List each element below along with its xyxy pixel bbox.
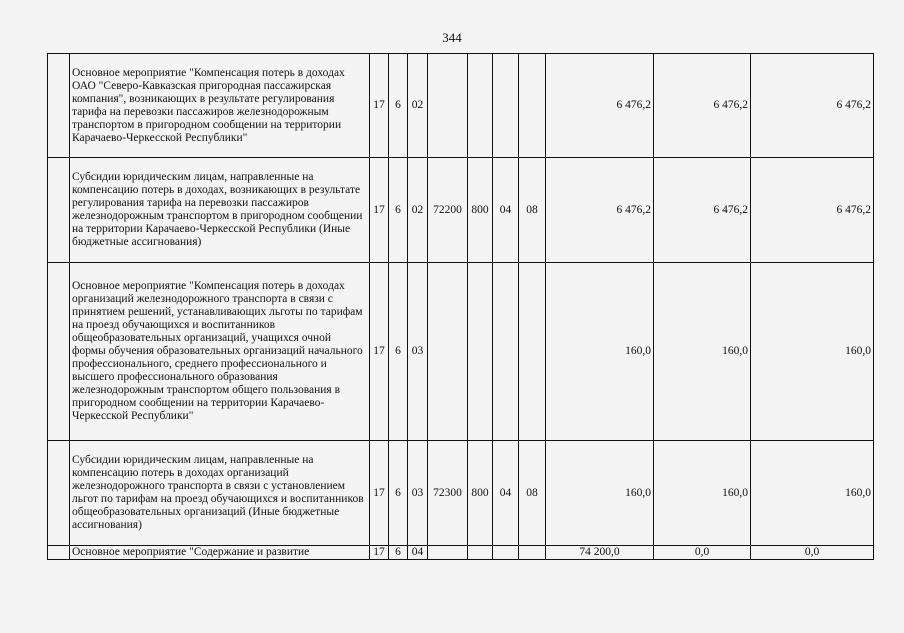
event-code-cell: 04 — [408, 546, 428, 560]
leading-cell — [48, 158, 70, 263]
section-cell: 04 — [493, 158, 519, 263]
table-row — [48, 158, 874, 263]
leading-cell — [48, 441, 70, 546]
table-row — [48, 546, 874, 560]
amount-year3-cell: 0,0 — [751, 546, 874, 560]
section-cell — [493, 263, 519, 441]
page-number: 344 — [442, 30, 462, 45]
section-cell: 04 — [493, 441, 519, 546]
subsection-cell: 08 — [519, 158, 546, 263]
description-cell: Субсидии юридическим лицам, направленные на компенсацию потерь в доходах, возникающих в результате регулирования тарифа на перевозки пассажиров железнодорожным транспортом в пригородном сообщении на территории Карачаево-Черкесской Республики (Иные бюджетные ассигнования) — [70, 158, 370, 263]
amount-year1-cell: 6 476,2 — [546, 158, 654, 263]
description-cell: Основное мероприятие "Компенсация потерь в доходах ОАО "Северо-Кавказская пригородная пассажирская компания", возникающих в результате регулирования тарифа на перевозки пассажиров железнодорожным транспортом в пригородном сообщении на территории Карачаево-Черкесской Республики" — [70, 54, 370, 158]
direction-code-cell — [428, 546, 468, 560]
event-code-cell: 02 — [408, 54, 428, 158]
subprogram-code-cell: 6 — [389, 263, 408, 441]
expense-type-cell — [468, 263, 493, 441]
description-cell: Субсидии юридическим лицам, направленные на компенсацию потерь в доходах организаций железнодорожного транспорта в связи с установлением льгот по тарифам на проезд обучающихся и воспитанников общеобразовательных организаций (Иные бюджетные ассигнования) — [70, 441, 370, 546]
program-code-cell: 17 — [370, 441, 389, 546]
amount-year3-cell: 6 476,2 — [751, 54, 874, 158]
subsection-cell — [519, 54, 546, 158]
subprogram-code-cell: 6 — [389, 546, 408, 560]
program-code-cell: 17 — [370, 54, 389, 158]
amount-year1-cell: 6 476,2 — [546, 54, 654, 158]
section-cell — [493, 54, 519, 158]
event-code-cell: 02 — [408, 158, 428, 263]
amount-year3-cell: 6 476,2 — [751, 158, 874, 263]
expense-type-cell: 800 — [468, 158, 493, 263]
subsection-cell — [519, 546, 546, 560]
section-cell — [493, 546, 519, 560]
subsection-cell — [519, 263, 546, 441]
amount-year1-cell: 74 200,0 — [546, 546, 654, 560]
expense-type-cell — [468, 54, 493, 158]
amount-year2-cell: 0,0 — [654, 546, 751, 560]
amount-year2-cell: 6 476,2 — [654, 158, 751, 263]
direction-code-cell — [428, 263, 468, 441]
subprogram-code-cell: 6 — [389, 54, 408, 158]
budget-table — [47, 53, 874, 560]
amount-year1-cell: 160,0 — [546, 263, 654, 441]
table-row — [48, 54, 874, 158]
leading-cell — [48, 54, 70, 158]
subprogram-code-cell: 6 — [389, 158, 408, 263]
program-code-cell: 17 — [370, 263, 389, 441]
program-code-cell: 17 — [370, 546, 389, 560]
direction-code-cell: 72200 — [428, 158, 468, 263]
event-code-cell: 03 — [408, 263, 428, 441]
leading-cell — [48, 546, 70, 560]
amount-year1-cell: 160,0 — [546, 441, 654, 546]
expense-type-cell: 800 — [468, 441, 493, 546]
direction-code-cell: 72300 — [428, 441, 468, 546]
amount-year2-cell: 160,0 — [654, 441, 751, 546]
table-row — [48, 441, 874, 546]
leading-cell — [48, 263, 70, 441]
subsection-cell: 08 — [519, 441, 546, 546]
amount-year3-cell: 160,0 — [751, 441, 874, 546]
expense-type-cell — [468, 546, 493, 560]
table-row — [48, 263, 874, 441]
event-code-cell: 03 — [408, 441, 428, 546]
program-code-cell: 17 — [370, 158, 389, 263]
description-cell: Основное мероприятие "Компенсация потерь в доходах организаций железнодорожного транспорта в связи с принятием решений, устанавливающих льготы по тарифам на проезд обучающихся и воспитанников общеобразовательных организаций, учащихся очной формы обучения образовательных организаций начального профессионального, среднего профессионального и высшего профессионального образования железнодорожным транспортом общего пользования в пригородном сообщении на территории Карачаево-Черкесской Республики" — [70, 263, 370, 441]
amount-year2-cell: 6 476,2 — [654, 54, 751, 158]
subprogram-code-cell: 6 — [389, 441, 408, 546]
amount-year3-cell: 160,0 — [751, 263, 874, 441]
description-cell: Основное мероприятие "Содержание и развитие — [70, 546, 370, 560]
amount-year2-cell: 160,0 — [654, 263, 751, 441]
direction-code-cell — [428, 54, 468, 158]
